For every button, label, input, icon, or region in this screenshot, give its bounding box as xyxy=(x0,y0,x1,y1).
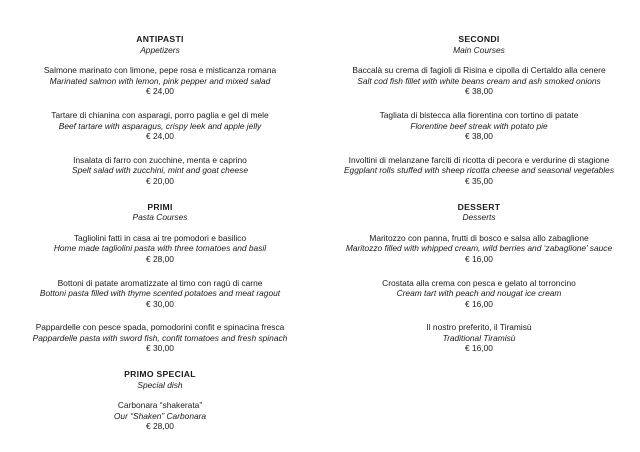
dish-name-italian: Il nostro preferito, il Tiramisù xyxy=(426,322,532,333)
menu-item xyxy=(14,278,306,310)
dish-name-english: Salt cod fish fillet with white beans cream and ash smoked onions xyxy=(357,75,601,86)
dish-price: € 35,00 xyxy=(465,175,493,186)
dish-name-english: Our “Shaken” Carbonara xyxy=(113,410,207,421)
dish-name-italian: Tagliata di bistecca alla fiorentina con tortino di patate xyxy=(379,109,579,120)
dish-name-english: Beef tartare with asparagus, crispy leek and apple jelly xyxy=(58,120,262,131)
dish-name-italian: Carbonara “shakerata” xyxy=(117,400,203,411)
section-title: ANTIPASTI xyxy=(136,34,184,44)
right-column xyxy=(328,34,630,369)
dish-name-italian: Tagliolini fatti in casa ai tre pomodori e basilico xyxy=(73,232,247,243)
dish-name-italian: Salmone marinato con limone, pepe rosa e misticanza romana xyxy=(43,65,277,76)
section-subtitle: Pasta Courses xyxy=(132,212,188,223)
dish-name-italian: Bottoni di patate aromatizzate al timo con ragù di carne xyxy=(57,277,263,288)
menu-item xyxy=(14,65,306,97)
dish-name-italian: Pappardelle con pesce spada, pomodorini confit e spinacina fresca xyxy=(35,322,285,333)
dish-price: € 16,00 xyxy=(465,343,493,354)
dish-name-english: Cream tart with peach and nougat ice cream xyxy=(396,288,562,299)
section-secondi xyxy=(328,34,630,187)
dish-name-english: Home made tagliolini pasta with three tomatoes and basil xyxy=(53,243,267,254)
section-subtitle: Main Courses xyxy=(453,44,505,55)
menu-item xyxy=(328,110,630,142)
menu-item xyxy=(328,233,630,265)
section-title: PRIMI xyxy=(147,201,173,212)
menu-item xyxy=(328,322,630,354)
menu-item xyxy=(14,110,306,142)
dish-price: € 24,00 xyxy=(146,131,174,142)
dish-price: € 30,00 xyxy=(146,343,174,354)
dish-price: € 38,00 xyxy=(465,86,493,97)
dish-name-english: Marinated salmon with lemon, pink pepper and mixed salad xyxy=(49,75,271,86)
dish-name-english: Pappardelle pasta with sword fish, confit tomatoes and fresh spinach xyxy=(32,332,288,343)
dish-price: € 20,00 xyxy=(146,175,174,186)
menu-item xyxy=(14,233,306,265)
section-dessert xyxy=(328,202,630,355)
section-title: SECONDI xyxy=(458,34,500,44)
section-antipasti xyxy=(14,34,306,187)
dish-name-italian: Tartare di chianina con asparagi, porro paglia e gel di mele xyxy=(51,109,269,120)
dish-name-english: Eggplant rolls stuffed with sheep ricotta cheese and seasonal vegetables xyxy=(343,165,615,176)
section-subtitle: Special dish xyxy=(137,379,183,390)
dish-name-english: Maritozzo filled with whipped cream, wild berries and ‘zabaglione’ sauce xyxy=(345,243,613,254)
menu-item xyxy=(14,322,306,354)
section-subtitle: Desserts xyxy=(462,212,496,223)
section-primo-special xyxy=(14,369,306,432)
section-subtitle: Appetizers xyxy=(140,44,180,55)
menu-item xyxy=(328,65,630,97)
dish-price: € 16,00 xyxy=(465,253,493,264)
menu-item xyxy=(14,400,306,432)
section-title: PRIMO SPECIAL xyxy=(124,369,196,380)
dish-name-english: Spelt salad with zucchini, mint and goat cheese xyxy=(72,165,248,176)
menu-item xyxy=(328,278,630,310)
menu-item xyxy=(14,155,306,187)
dish-name-english: Florentine beef streak with potato pie xyxy=(410,120,548,131)
dish-price: € 30,00 xyxy=(146,298,174,309)
dish-name-italian: Baccalà su crema di fagioli di Risina e cipolla di Certaldo alla cenere xyxy=(352,65,606,76)
dish-price: € 38,00 xyxy=(465,131,493,142)
dish-price: € 28,00 xyxy=(146,253,174,264)
section-primi xyxy=(14,202,306,355)
dish-name-italian: Involtini di melanzane farciti di ricotta di pecora e verdurine di stagione xyxy=(348,154,610,165)
dish-name-italian: Crostata alla crema con pesca e gelato al torroncino xyxy=(382,277,576,288)
dish-price: € 16,00 xyxy=(465,298,493,309)
dish-price: € 28,00 xyxy=(146,421,174,432)
section-title: DESSERT xyxy=(457,201,501,212)
dish-name-italian: Insalata di farro con zucchine, menta e caprino xyxy=(73,154,247,165)
left-column xyxy=(14,34,306,447)
dish-price: € 24,00 xyxy=(146,86,174,97)
dish-name-english: Traditional Tiramisù xyxy=(442,332,516,343)
menu-item xyxy=(328,155,630,187)
dish-name-italian: Maritozzo con panna, frutti di bosco e salsa allo zabaglione xyxy=(369,232,589,243)
dish-name-english: Bottoni pasta filled with thyme scented potatoes and meat ragout xyxy=(39,288,281,299)
